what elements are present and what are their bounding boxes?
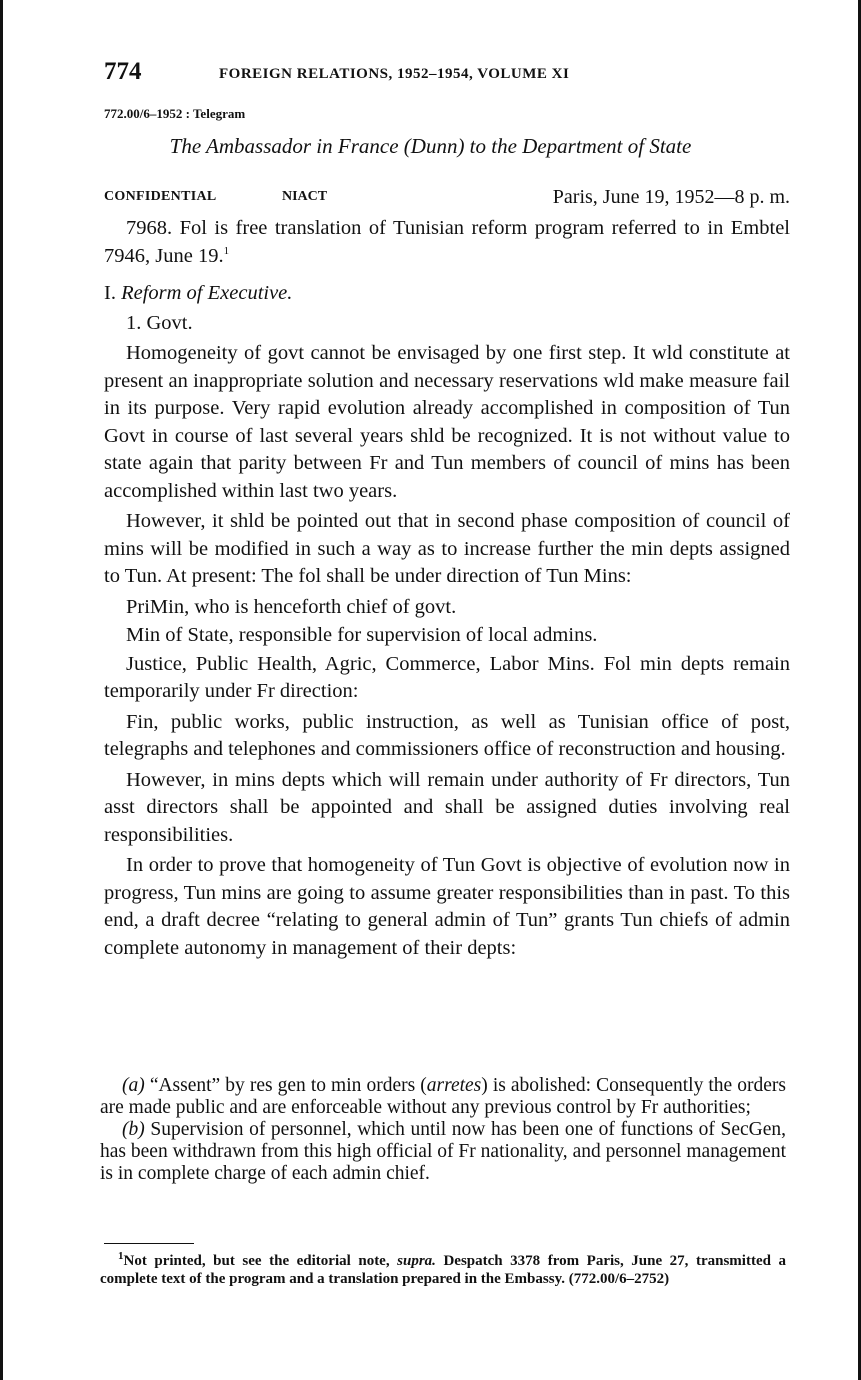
document-title: The Ambassador in France (Dunn) to the Department of State: [169, 134, 692, 158]
paragraph: Min of State, responsible for supervision of local admins.: [126, 624, 598, 646]
item-label: (b): [122, 1119, 145, 1140]
footnote-reference: 1: [223, 244, 230, 257]
precedence: NIACT: [282, 189, 328, 204]
page-header: [104, 58, 794, 94]
list-item: [100, 1119, 786, 1185]
subsection-heading: 1. Govt.: [126, 311, 193, 334]
footnote-mark: 1: [118, 1250, 124, 1262]
section-title: Reform of Executive.: [121, 282, 293, 304]
page-edge-left: [0, 0, 3, 1380]
paragraph: PriMin, who is henceforth chief of govt.: [126, 595, 457, 618]
file-reference: 772.00/6–1952 : Telegram: [104, 106, 246, 121]
paragraph: Justice, Public Health, Agric, Commerce, Labor Mins. Fol min depts remain temporarily under Fr direction:: [104, 652, 790, 702]
section-heading: [104, 280, 790, 308]
item-text: Supervision of personnel, which until now has been one of functions of SecGen, has been withdrawn from this high official of Fr nationality, and personnel management is in complete charge of each admin chief.: [100, 1119, 787, 1184]
document-title-wrap: [0, 134, 861, 159]
document-meta: [104, 186, 790, 216]
intro-paragraph: [104, 215, 790, 270]
running-head: FOREIGN RELATIONS, 1952–1954, VOLUME XI: [219, 66, 570, 82]
list-item: [100, 1075, 786, 1119]
intro-text: 7968. Fol is free translation of Tunisian reform program referred to in Embtel 7946, June 19.: [104, 217, 790, 267]
footnote: [100, 1252, 786, 1288]
paragraph: However, in mins depts which will remain under authority of Fr directors, Tun asst directors shall be appointed and shall be assigned duties involving real responsibilities.: [104, 768, 790, 846]
footnote-paragraph: [100, 1252, 786, 1288]
paragraph: Fin, public works, public instruction, as well as Tunisian office of post, telegraphs and telephones and commissioners office of reconstruction and housing.: [104, 710, 790, 760]
enumerated-items: [100, 1075, 786, 1185]
page-number: 774: [104, 58, 142, 85]
classification: CONFIDENTIAL: [104, 189, 217, 204]
paragraph: In order to prove that homogeneity of Tun Govt is objective of evolution now in progress, Tun mins are going to assume greater responsibilities than in past. To this end, a draft decree “relating to general admin of Tun” grants Tun chiefs of admin complete autonomy in management of their depts:: [104, 854, 790, 959]
section-number: I.: [104, 282, 116, 304]
footnote-text: Not printed, but see the editorial note,: [123, 1253, 398, 1269]
item-text: ) is abolished: Consequently the orders are made public and are enforceable without any previous control by Fr authorities;: [100, 1075, 787, 1118]
footnote-italic: supra.: [397, 1253, 436, 1269]
item-label: (a): [122, 1075, 145, 1096]
item-text: “Assent” by res gen to min orders (: [149, 1075, 427, 1096]
dateline: Paris, June 19, 1952—8 p. m.: [552, 186, 790, 208]
footnote-text: Despatch 3378 from Paris, June 27, transmitted a complete text of the program and a translation prepared in the Embassy. (772.00/6–2752): [100, 1253, 786, 1287]
paragraph: Homogeneity of govt cannot be envisaged by one first step. It wld constitute at present an inappropriate solution and necessary reservations wld make measure fail in its purpose. Very rapid evolution already accomplished in composition of Tun Govt in course of last several years shld be recognized. It is not without value to state again that parity between Fr and Tun members of council of mins has been accomplished within last two years.: [104, 342, 790, 502]
paragraph: However, it shld be pointed out that in second phase composition of council of mins will be modified in such a way as to increase further the min depts assigned to Tun. At present: The fol shall be under direction of Tun Mins:: [104, 510, 790, 587]
telegram-body: [104, 215, 790, 962]
footnote-divider: [104, 1243, 194, 1244]
item-italic-term: arretes: [426, 1075, 482, 1096]
